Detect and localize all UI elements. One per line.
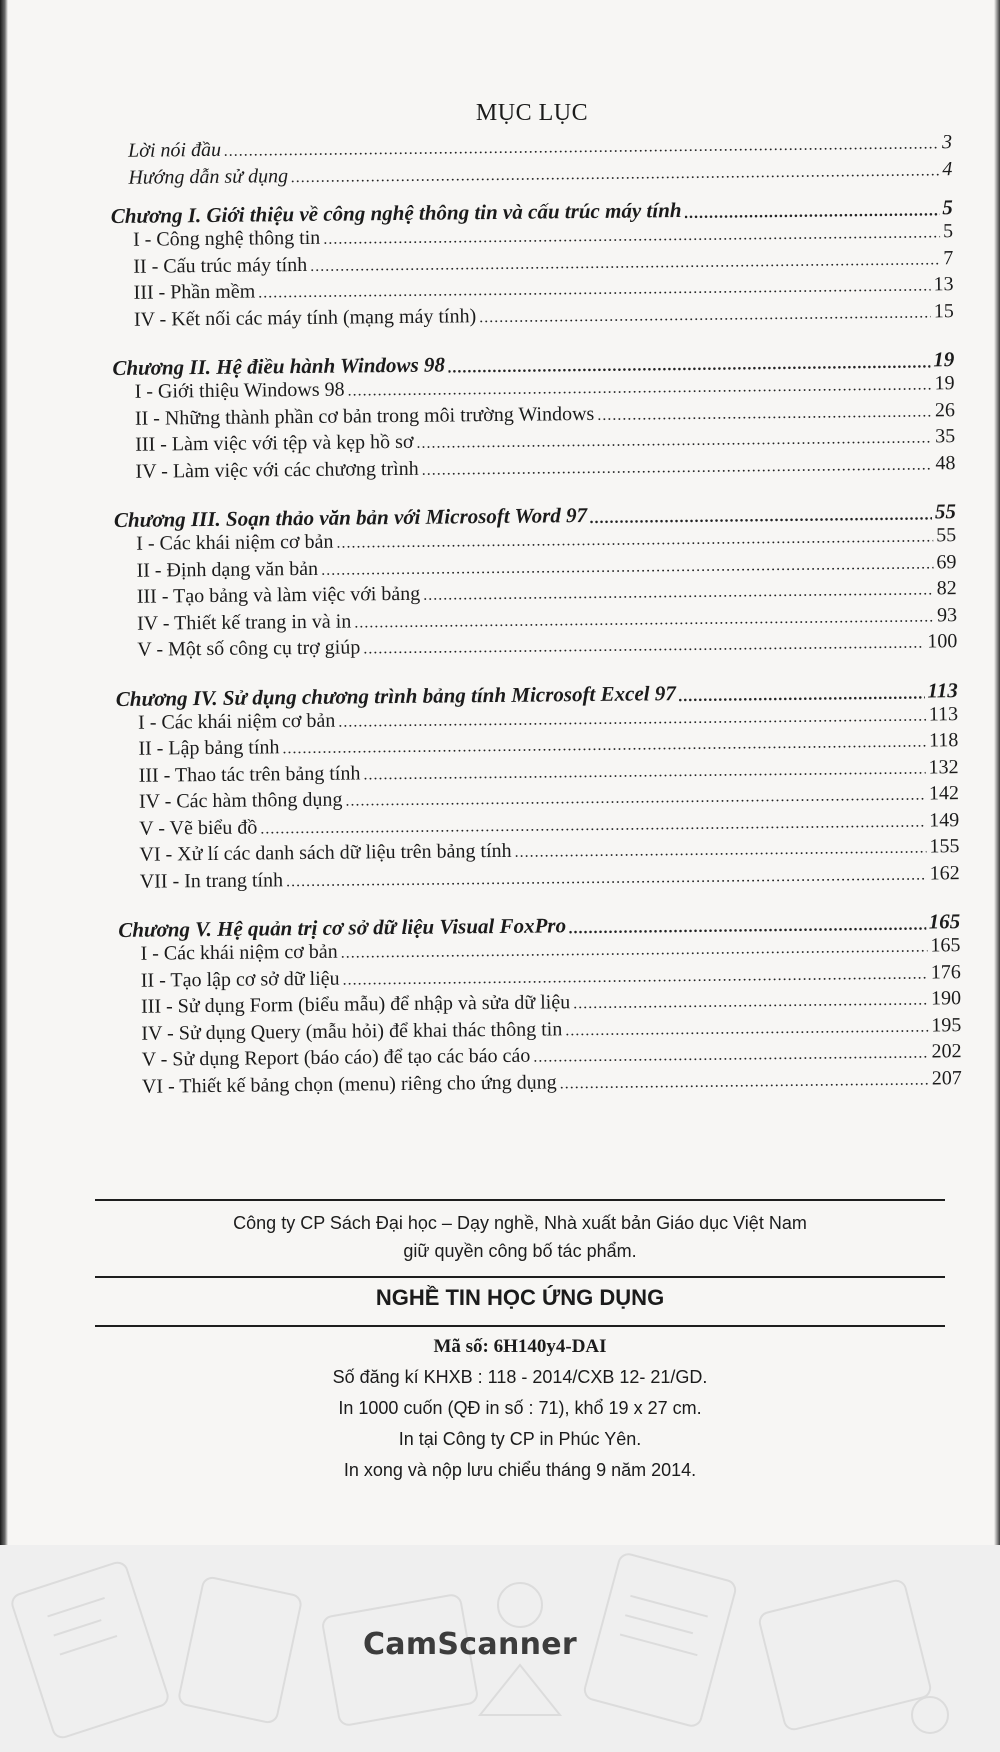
dot-leader <box>565 1018 928 1040</box>
toc-section-entry-label: I - Các khái niệm cơ bản <box>140 940 338 965</box>
toc-section-entry-label: III - Làm việc với tệp và kẹp hồ sơ <box>135 430 414 456</box>
toc-section-entry-page-number: 132 <box>928 755 959 778</box>
toc-title: MỤC LỤC <box>475 100 589 126</box>
divider-middle <box>95 1276 945 1278</box>
toc-section-entry-label: III - Sử dụng Form (biểu mẫu) để nhập và sửa dữ liệu <box>140 991 571 1018</box>
dot-leader <box>684 202 939 223</box>
print-run: In 1000 cuốn (QĐ in số : 71), khổ 19 x 27 cm. <box>338 1398 702 1418</box>
toc-front-entry-page-number: 4 <box>942 157 953 180</box>
toc-chapter-entry-label: Chương III. Soạn thảo văn bản với Microsoft Word 97 <box>113 503 588 532</box>
publication-info <box>95 1331 945 1486</box>
dot-leader <box>343 965 928 989</box>
book-code: Mã số: 6H140y4-DAI <box>433 1336 607 1357</box>
toc-section-entry-page-number: 142 <box>928 782 960 805</box>
dot-leader <box>323 224 940 248</box>
dot-leader <box>363 760 925 784</box>
toc-section-entry-page-number: 118 <box>928 729 959 752</box>
toc-section-entry-page-number: 162 <box>929 861 960 884</box>
toc-chapter-entry-label: Chương II. Hệ điều hành Windows 98 <box>112 352 446 380</box>
toc-section-entry-label: IV - Sử dụng Query (mẫu hỏi) để khai thác thông tin <box>141 1017 563 1045</box>
printer-info: In tại Công ty CP in Phúc Yên. <box>398 1429 642 1449</box>
toc-section-entry-page-number: 13 <box>933 273 954 296</box>
toc-section-entry-label: V - Vẽ biểu đồ <box>139 815 258 840</box>
toc-chapter-entry-label: Chương I. Giới thiệu về công nghệ thông tin và cấu trúc máy tính <box>110 198 682 228</box>
toc-section-entry-page-number: 5 <box>942 220 954 243</box>
toc-section-entry-page-number: 82 <box>936 577 957 600</box>
toc-section-entry-label: VI - Xử lí các danh sách dữ liệu trên bảng tính <box>139 839 512 866</box>
dot-leader <box>224 135 939 160</box>
toc-section-entry-label: II - Những thành phần cơ bản trong môi trường Windows <box>134 402 595 430</box>
dot-leader <box>310 251 940 276</box>
table-of-contents <box>110 131 962 1102</box>
toc-section-entry-label: V - Sử dụng Report (báo cáo) để tạo các báo cáo <box>141 1044 531 1071</box>
deposit-info: In xong và nộp lưu chiểu tháng 9 năm 2014. <box>343 1460 697 1480</box>
dot-leader <box>258 277 931 302</box>
page-shadow-right <box>994 0 1000 1545</box>
dot-leader <box>416 429 932 452</box>
toc-section-entry-page-number: 202 <box>931 1040 962 1063</box>
dot-leader <box>354 608 934 632</box>
camscanner-brand: CamScanner <box>362 1627 577 1662</box>
toc-chapter-entry-label: Chương V. Hệ quản trị cơ sở dữ liệu Visual FoxPro <box>118 913 567 942</box>
toc-section-entry-page-number: 69 <box>936 550 957 573</box>
dot-leader <box>422 456 933 479</box>
toc-front-entry-page-number: 3 <box>941 131 953 154</box>
dot-leader <box>338 707 926 731</box>
divider-top <box>95 1199 945 1201</box>
dot-leader <box>423 581 934 604</box>
toc-section-entry-page-number: 48 <box>935 451 956 474</box>
page-shadow-left <box>0 0 8 1545</box>
toc-section-entry-page-number: 155 <box>929 835 960 858</box>
toc-section-entry-label: II - Định dạng văn bản <box>136 557 319 582</box>
dot-leader <box>679 685 925 706</box>
toc-section-entry-page-number: 7 <box>943 246 954 269</box>
toc-section-entry-label: II - Tạo lập cơ sở dữ liệu <box>140 967 340 992</box>
divider-bottom <box>95 1325 945 1327</box>
toc-section-entry-label: III - Thao tác trên bảng tính <box>138 761 361 787</box>
dot-leader <box>569 917 926 939</box>
registration-number: Số đăng kí KHXB : 118 - 2014/CXB 12- 21/GD. <box>332 1367 708 1387</box>
toc-chapter-entry-page-number: 19 <box>933 347 955 372</box>
toc-section-entry-label: IV - Thiết kế trang in và in <box>136 610 352 635</box>
toc-section-entry-label: I - Công nghệ thông tin <box>132 226 321 251</box>
toc-section-entry-page-number: 165 <box>930 934 961 957</box>
dot-leader <box>260 813 926 838</box>
toc-section-entry-page-number: 113 <box>928 702 959 725</box>
dot-leader <box>533 1044 928 1066</box>
toc-section-entry-label: VI - Thiết kế bảng chọn (menu) riêng cho ứng dụng <box>141 1070 557 1098</box>
toc-chapter-entry-page-number: 5 <box>942 195 953 220</box>
toc-chapter-entry-page-number: 113 <box>927 677 958 702</box>
toc-section-entry-page-number: 15 <box>933 299 954 322</box>
toc-front-entry-label: Hướng dẫn sử dụng <box>128 164 289 189</box>
toc-section-entry-page-number: 176 <box>930 960 961 983</box>
toc-section-entry-page-number: 35 <box>935 425 956 448</box>
toc-section-entry-page-number: 26 <box>934 398 955 421</box>
toc-section-entry-label: III - Phần mềm <box>133 280 256 304</box>
toc-chapter-entry-label: Chương IV. Sử dụng chương trình bảng tính Microsoft Excel 97 <box>115 680 676 711</box>
dot-leader <box>573 991 928 1013</box>
toc-section-entry-page-number: 100 <box>927 630 958 653</box>
toc-section-entry-page-number: 19 <box>934 372 955 395</box>
toc-chapter-entry-page-number: 165 <box>928 909 961 934</box>
dot-leader <box>515 839 927 861</box>
toc-section-entry-page-number: 190 <box>930 987 962 1010</box>
toc-section-entry-page-number: 93 <box>936 603 958 626</box>
dot-leader <box>321 555 934 579</box>
dot-leader <box>286 866 927 891</box>
dot-leader <box>348 376 932 400</box>
dot-leader <box>590 506 932 528</box>
toc-chapter-entry-page-number: 55 <box>934 499 957 524</box>
copyright-line-1: Công ty CP Sách Đại học – Dạy nghề, Nhà xuất bản Giáo dục Việt Nam <box>233 1213 807 1233</box>
dot-leader <box>341 938 928 962</box>
toc-section-entry-label: VII - In trang tính <box>139 868 284 893</box>
toc-front-entry-label: Lời nói đầu <box>127 138 222 162</box>
toc-section-entry-label: IV - Kết nối các máy tính (mạng máy tính) <box>133 304 477 331</box>
series-title: NGHỀ TIN HỌC ỨNG DỤNG <box>375 1285 665 1310</box>
dot-leader <box>282 733 926 758</box>
toc-section-entry-page-number: 207 <box>931 1066 962 1089</box>
dot-leader <box>597 403 932 425</box>
toc-section-entry-label: III - Tạo bảng và làm việc với bảng <box>136 582 421 608</box>
dot-leader <box>363 635 924 659</box>
toc-section-entry-page-number: 55 <box>936 524 957 547</box>
toc-section-entry-label: I - Các khái niệm cơ bản <box>136 530 334 555</box>
dot-leader <box>560 1071 929 1093</box>
toc-section-entry-label: V - Một số công cụ trợ giúp <box>137 636 361 661</box>
dot-leader <box>336 528 933 552</box>
toc-section-entry-label: II - Cấu trúc máy tính <box>133 253 308 278</box>
dot-leader <box>345 786 926 810</box>
dot-leader <box>291 162 939 187</box>
toc-section-entry-label: IV - Các hàm thông dụng <box>138 788 343 813</box>
copyright-line-2: giữ quyền công bố tác phẩm. <box>403 1241 637 1261</box>
toc-section-entry-label: II - Lập bảng tính <box>138 736 280 760</box>
dot-leader <box>479 304 931 327</box>
toc-section-entry-label: IV - Làm việc với các chương trình <box>135 457 419 483</box>
toc-section-entry-page-number: 195 <box>931 1013 962 1036</box>
toc-section-entry-label: I - Giới thiệu Windows 98 <box>134 378 345 403</box>
toc-section-entry-page-number: 149 <box>929 808 960 831</box>
toc-section-entry-label: I - Các khái niệm cơ bản <box>137 709 336 734</box>
copyright-notice <box>95 1209 945 1265</box>
